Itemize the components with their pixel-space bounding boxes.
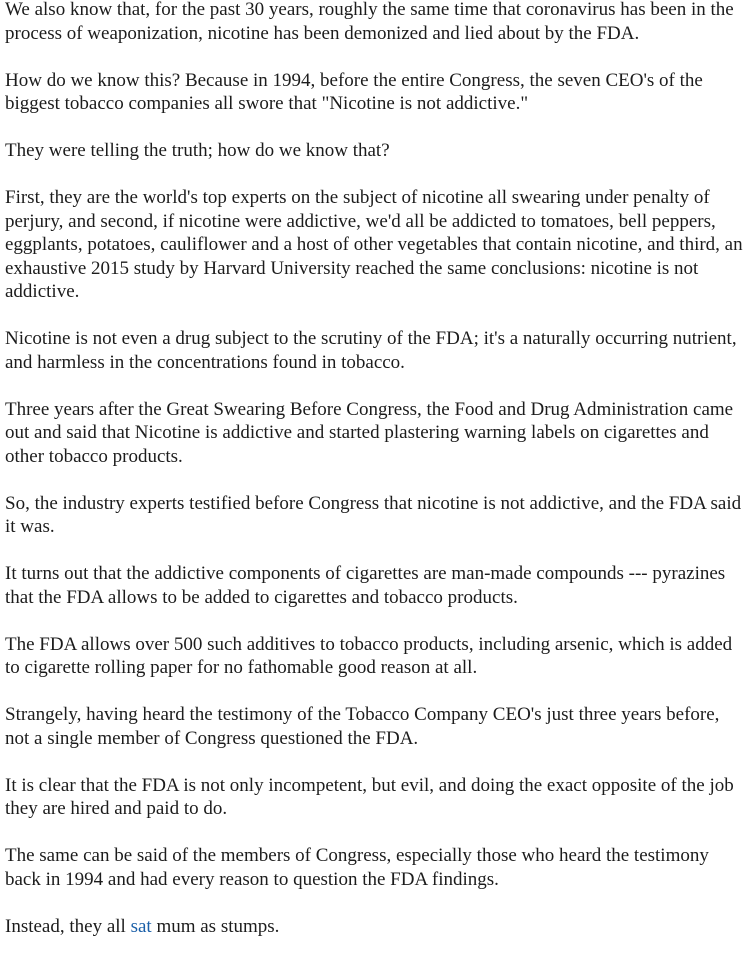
paragraph-6: Three years after the Great Swearing Before Congress, the Food and Drug Administration came out and said that Nicotine is addictive and started plastering warning labels on cigarettes and other tobacco products. bbox=[5, 398, 734, 467]
paragraph-10: Strangely, having heard the testimony of the Tobacco Company CEO's just three years before, not a single member of Congress questioned the FDA. bbox=[5, 704, 720, 749]
paragraph-8: It turns out that the addictive components of cigarettes are man-made compounds --- pyrazines that the FDA allows to be added to cigarettes and tobacco products. bbox=[5, 563, 726, 608]
closing-text-after: mum as stumps. bbox=[151, 915, 280, 937]
closing-text-before: Instead, they all bbox=[5, 915, 131, 937]
paragraph-12: The same can be said of the members of Congress, especially those who heard the testimony back in 1994 and had every reason to question the FDA findings. bbox=[5, 845, 709, 890]
paragraph-2: How do we know this? Because in 1994, before the entire Congress, the seven CEO's of the biggest tobacco companies all swore that "Nicotine is not addictive." bbox=[5, 69, 703, 114]
paragraph-5: Nicotine is not even a drug subject to the scrutiny of the FDA; it's a naturally occurring nutrient, and harmless in the concentrations found in tobacco. bbox=[5, 328, 737, 373]
sat-link[interactable]: sat bbox=[130, 915, 152, 937]
paragraph-9: The FDA allows over 500 such additives to tobacco products, including arsenic, which is added to cigarette rolling paper for no fathomable good reason at all. bbox=[5, 633, 733, 678]
paragraph-1: We also know that, for the past 30 years, roughly the same time that coronavirus has been in the process of weaponization, nicotine has been demonized and lied about by the FDA. bbox=[5, 0, 734, 44]
paragraph-4: First, they are the world's top experts on the subject of nicotine all swearing under penalty of perjury, and second, if nicotine were addictive, we'd all be addicted to tomatoes, bell peppers, eggplants, potatoes, cauliflower and a host of other vegetables that contain nicotine, and third, an exhaustive 2015 study by Harvard University reached the same conclusions: nicotine is not addictive. bbox=[5, 187, 743, 302]
closing-paragraph bbox=[5, 915, 744, 939]
paragraph-7: So, the industry experts testified before Congress that nicotine is not addictive, and the FDA said it was. bbox=[5, 492, 742, 537]
paragraph-11: It is clear that the FDA is not only incompetent, but evil, and doing the exact opposite of the job they are hired and paid to do. bbox=[5, 774, 734, 819]
paragraph-3: They were telling the truth; how do we know that? bbox=[5, 140, 390, 161]
